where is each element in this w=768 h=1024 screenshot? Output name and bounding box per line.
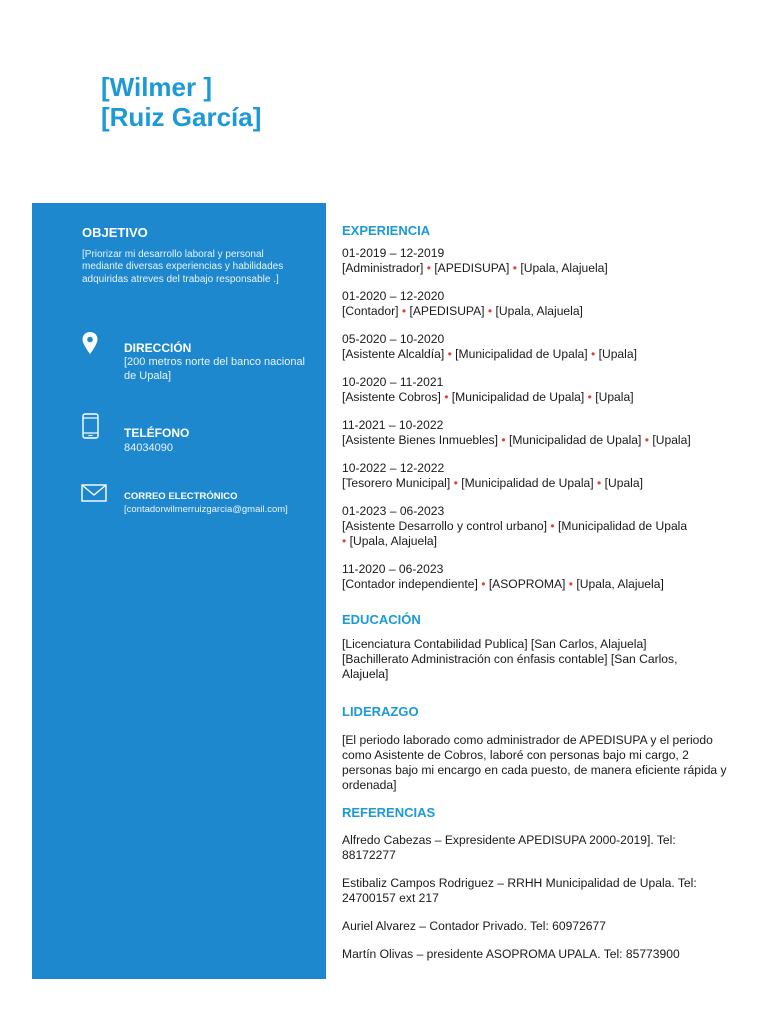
sidebar	[32, 203, 326, 979]
job-org: [APEDISUPA]	[434, 261, 510, 275]
job-details	[342, 347, 727, 362]
job-org: [Municipalidad de Upala	[558, 519, 688, 533]
job-org: [Municipalidad de Upala]	[461, 476, 594, 490]
separator-dot: •	[401, 304, 407, 318]
job-details	[342, 577, 727, 592]
job-org: [Municipalidad de Upala]	[451, 390, 585, 404]
job-place: [Upala, Alajuela]	[495, 304, 583, 318]
separator-dot: •	[512, 261, 517, 275]
experiencia-title: EXPERIENCIA	[342, 223, 431, 238]
job-role: [Contador]	[342, 304, 399, 318]
reference-item: Alfredo Cabezas – Expresidente APEDISUPA 2000-2019]. Tel: 88172277	[342, 833, 676, 862]
educacion-list	[342, 637, 727, 682]
separator-dot: •	[591, 347, 596, 361]
job-details	[342, 390, 727, 405]
job-entry	[342, 504, 727, 549]
job-dates: 05-2020 – 10-2020	[342, 332, 445, 346]
separator-dot: •	[426, 261, 431, 275]
envelope-icon	[81, 484, 107, 502]
separator-dot: •	[644, 433, 650, 447]
job-details-cont	[342, 534, 727, 549]
job-role: [Asistente Bienes Inmuebles]	[342, 433, 498, 447]
job-place: [Upala]	[652, 433, 691, 447]
job-org: [Municipalidad de Upala]	[508, 433, 642, 447]
separator-dot: •	[568, 577, 574, 591]
job-org: [ASOPROMA]	[488, 577, 566, 591]
job-role: [Asistente Desarrollo y control urbano]	[342, 519, 548, 533]
separator-dot: •	[501, 433, 506, 447]
separator-dot: •	[587, 390, 592, 404]
correo-label: CORREO ELECTRÓNICO	[124, 491, 238, 502]
liderazgo-title: LIDERAZGO	[342, 704, 419, 719]
job-dates: 01-2020 – 12-2020	[342, 289, 445, 303]
phone-icon	[82, 413, 99, 439]
direccion-label: DIRECCIÓN	[124, 341, 192, 355]
separator-dot: •	[453, 476, 458, 490]
correo-value: [contadorwilmerruizgarcia@gmail.com]	[124, 504, 288, 515]
job-place: [Upala]	[598, 347, 637, 361]
educacion-item: [Licenciatura Contabilidad Publica] [San Carlos, Alajuela]	[342, 637, 647, 651]
liderazgo-text: [El periodo laborado como administrador de APEDISUPA y el periodo como Asistente de Cobros, laboré con personas bajo mi cargo, 2 personas bajo mi encargo en cada puesto, de manera eficiente rápida y ordenada]	[342, 733, 727, 792]
job-org: [APEDISUPA]	[409, 304, 485, 318]
job-role: [Administrador]	[342, 261, 424, 275]
job-place: [Upala, Alajuela]	[520, 261, 608, 275]
job-dates: 01-2019 – 12-2019	[342, 246, 445, 260]
first-name: [Wilmer ]	[101, 72, 212, 102]
job-details	[342, 433, 727, 448]
job-details	[342, 304, 727, 319]
separator-dot: •	[342, 534, 347, 548]
job-entry	[342, 332, 727, 362]
separator-dot: •	[550, 519, 555, 533]
job-entry	[342, 246, 727, 276]
job-dates: 10-2020 – 11-2021	[342, 375, 444, 389]
educacion-item-cont: Alajuela]	[342, 667, 389, 681]
job-org: [Municipalidad de Upala]	[455, 347, 588, 361]
separator-dot: •	[444, 390, 449, 404]
job-dates: 10-2022 – 12-2022	[342, 461, 445, 475]
objetivo-title: OBJETIVO	[82, 225, 148, 240]
main-content	[342, 223, 727, 975]
job-details	[342, 476, 727, 491]
separator-dot: •	[481, 577, 486, 591]
telefono-value: 84034090	[124, 442, 173, 454]
reference-item: Martín Olivas – presidente ASOPROMA UPALA. Tel: 85773900	[342, 947, 680, 961]
job-place: [Upala]	[604, 476, 643, 490]
last-name: [Ruiz García]	[101, 102, 262, 132]
job-entry	[342, 289, 727, 319]
job-role: [Tesorero Municipal]	[342, 476, 451, 490]
reference-item: Estibaliz Campos Rodriguez – RRHH Municipalidad de Upala. Tel: 24700157 ext 217	[342, 876, 697, 905]
separator-dot: •	[487, 304, 493, 318]
job-details	[342, 519, 727, 534]
educacion-item: [Bachillerato Administración con énfasis contable] [San Carlos,	[342, 652, 678, 666]
job-role: [Asistente Alcaldía]	[342, 347, 445, 361]
candidate-name	[101, 72, 261, 132]
objetivo-text: [Priorizar mi desarrollo laboral y personal mediante diversas experiencias y habilidades adquiridas atreves del trabajo responsable .]	[82, 249, 284, 285]
separator-dot: •	[447, 347, 452, 361]
job-entry	[342, 418, 727, 448]
direccion-value: [200 metros norte del banco nacional de Upala]	[124, 356, 306, 382]
job-place: [Upala, Alajuela]	[576, 577, 664, 591]
job-entry	[342, 562, 727, 592]
reference-item: Auriel Alvarez – Contador Privado. Tel: 60972677	[342, 919, 606, 933]
telefono-label: TELÉFONO	[124, 426, 190, 440]
educacion-title: EDUCACIÓN	[342, 612, 421, 627]
job-place: [Upala]	[595, 390, 634, 404]
job-entry	[342, 461, 727, 491]
location-pin-icon	[81, 331, 99, 355]
referencias-title: REFERENCIAS	[342, 805, 436, 820]
job-role: [Contador independiente]	[342, 577, 478, 591]
separator-dot: •	[597, 476, 602, 490]
job-details	[342, 261, 727, 276]
job-entry	[342, 375, 727, 405]
job-dates: 01-2023 – 06-2023	[342, 504, 445, 518]
job-dates: 11-2020 – 06-2023	[342, 562, 444, 576]
job-role: [Asistente Cobros]	[342, 390, 441, 404]
job-place: [Upala, Alajuela]	[349, 534, 438, 548]
job-dates: 11-2021 – 10-2022	[342, 418, 444, 432]
